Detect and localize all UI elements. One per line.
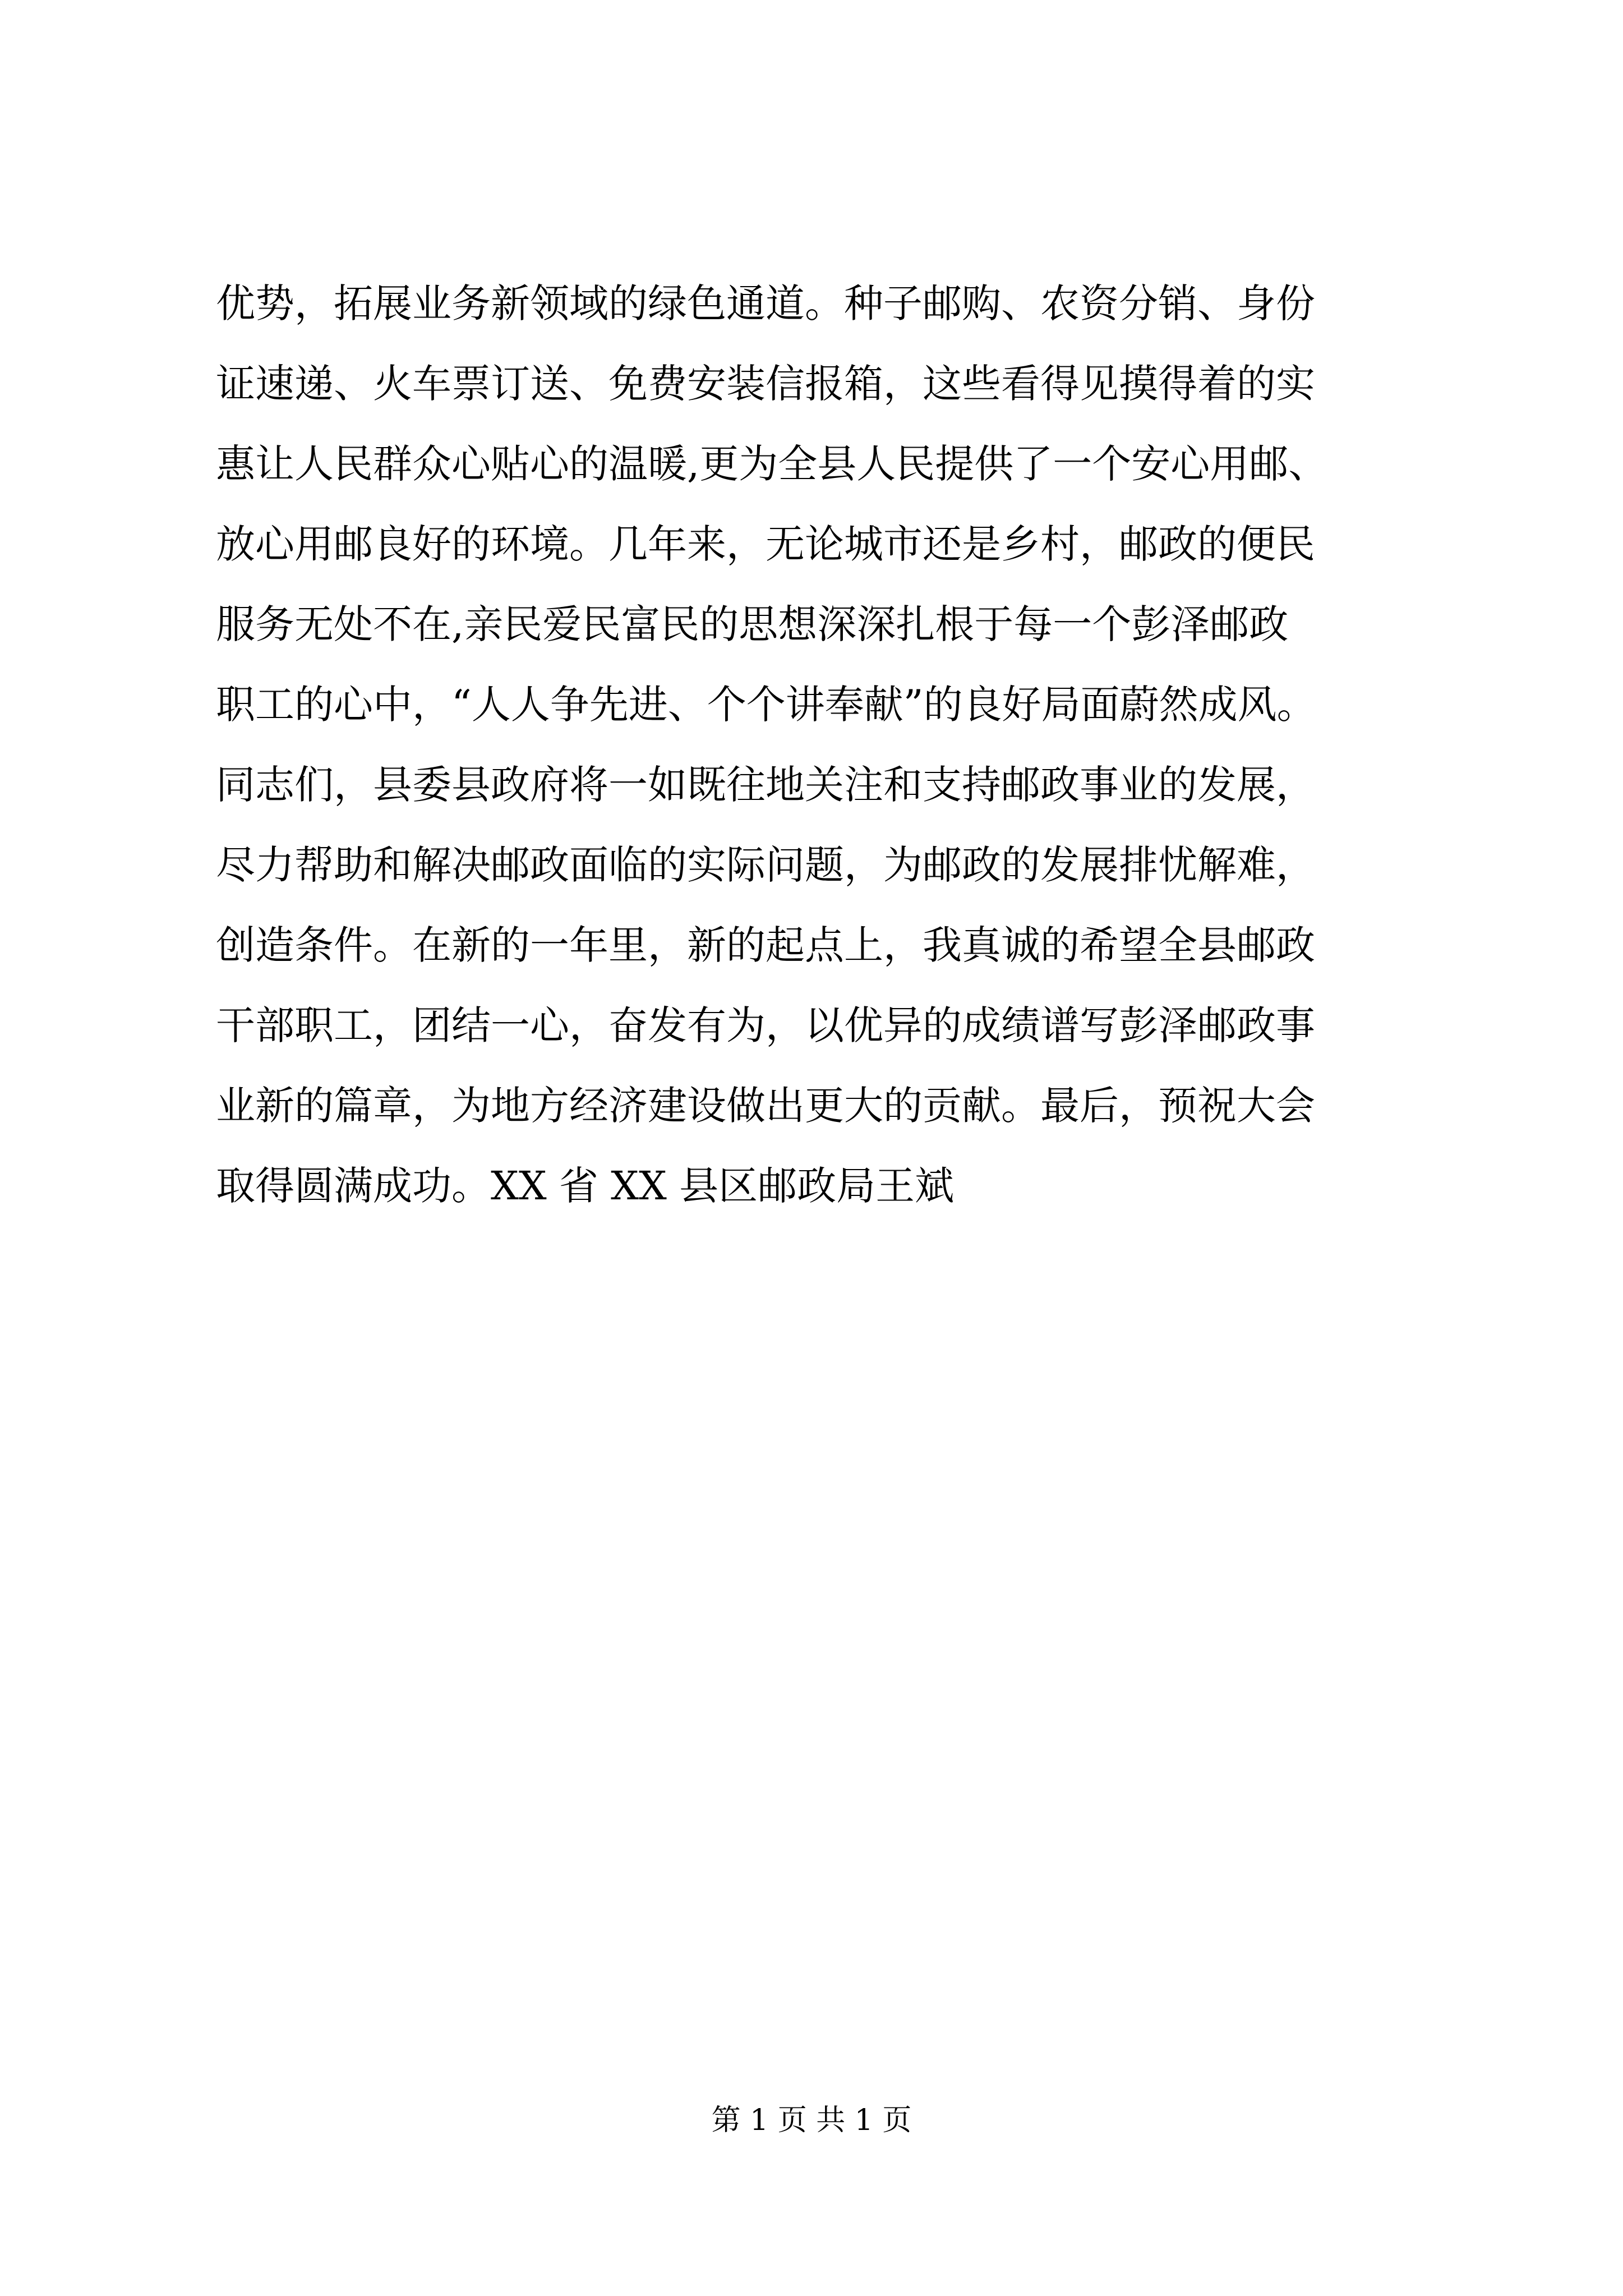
text-line: 优势，拓展业务新领域的绿色通道。种子邮购、农资分销、身份 [216, 280, 1315, 326]
text-line: 职工的心中，“人人争先进、个个讲奉献”的良好局面蔚然成风。 [216, 682, 1316, 728]
page-footer [0, 2101, 1623, 2140]
signature-line: 取得圆满成功。XX 省 XX 县区邮政局王斌 [216, 1163, 955, 1209]
body-text [216, 264, 1506, 1226]
text-line: 服务无处不在,亲民爱民富民的思想深深扎根于每一个彭泽邮政 [216, 601, 1289, 647]
text-line: 尽力帮助和解决邮政面临的实际问题，为邮政的发展排忧解难， [216, 842, 1315, 888]
text-line: 惠让人民群众心贴心的温暖,更为全县人民提供了一个安心用邮、 [216, 441, 1328, 487]
text-line: 干部职工，团结一心，奋发有为，以优异的成绩谱写彭泽邮政事 [216, 1002, 1315, 1048]
text-line: 业新的篇章，为地方经济建设做出更大的贡献。最后，预祝大会 [216, 1083, 1315, 1129]
text-line: 同志们，县委县政府将一如既往地关注和支持邮政事业的发展， [216, 762, 1315, 808]
text-line: 证速递、火车票订送、免费安装信报箱，这些看得见摸得着的实 [216, 361, 1315, 407]
text-line: 创造条件。在新的一年里，新的起点上，我真诚的希望全县邮政 [216, 922, 1315, 968]
page-number: 第 1 页 共 1 页 [711, 2104, 912, 2137]
text-line: 放心用邮良好的环境。几年来，无论城市还是乡村，邮政的便民 [216, 521, 1315, 567]
